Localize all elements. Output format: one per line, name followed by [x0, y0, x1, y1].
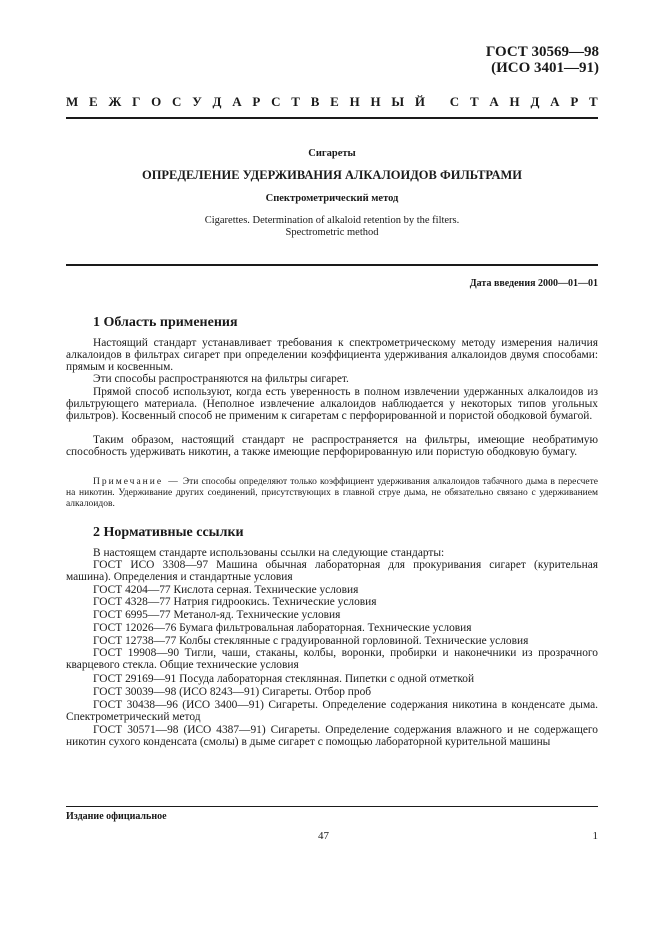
- ref-item: ГОСТ 12738—77 Колбы стеклянные с градуированной горловиной. Технические условия: [93, 635, 529, 647]
- ref-item: ГОСТ 30571—98 (ИСО 4387—91) Сигареты. Определение содержания влажного и не содержащего никотин сухого конденсата (смолы) в дыме сигарет с помощью лабораторной курительной машины: [66, 724, 598, 748]
- refs-intro: В настоящем стандарте использованы ссылки на следующие стандарты:: [93, 547, 445, 559]
- interstate-letter: Т: [469, 94, 479, 109]
- interstate-letter: Н: [509, 94, 520, 109]
- interstate-letter: У: [192, 94, 202, 109]
- standard-designation: [486, 44, 599, 76]
- ref-item: ГОСТ 30438—96 (ИСО 3400—91) Сигареты. Определение содержания никотина в конденсате дыма. Спектрометрический метод: [66, 699, 598, 723]
- interstate-letter: Д: [212, 94, 222, 109]
- standard-number: ГОСТ 30569—98: [485, 44, 599, 60]
- interstate-letter: Т: [589, 94, 598, 109]
- ref-item: ГОСТ 30039—98 (ИСО 8243—91) Сигареты. Отбор проб: [93, 686, 372, 698]
- interstate-letter: Е: [89, 94, 98, 109]
- english-title-line2: Spectrometric method: [285, 227, 379, 238]
- document-title: ОПРЕДЕЛЕНИЕ УДЕРЖИВАНИЯ АЛКАЛОИДОВ ФИЛЬТРАМИ: [141, 168, 523, 182]
- scope-paragraph-2: Эти способы распространяются на фильтры сигарет.: [93, 373, 349, 385]
- interstate-letter: Н: [349, 94, 360, 109]
- note-label: Примечание —: [93, 477, 180, 487]
- interstate-letter: Н: [370, 94, 381, 109]
- interstate-letter: А: [489, 94, 499, 109]
- product-name: Сигареты: [308, 148, 356, 159]
- footer-divider: [66, 806, 598, 807]
- interstate-letter: А: [550, 94, 560, 109]
- header-divider: [66, 117, 598, 119]
- interstate-letter: С: [449, 94, 460, 109]
- scope-paragraph-1: Настоящий стандарт устанавливает требования к спектрометрическому методу измерения наличия алкалоидов в фильтрах сигарет при определении коэффициента удерживания алкалоидов двумя способами: прямым и косвенным.: [66, 337, 598, 373]
- interstate-letter: Р: [252, 94, 261, 109]
- interstate-letter: С: [271, 94, 281, 109]
- ref-item: ГОСТ 19908—90 Тигли, чаши, стаканы, колбы, воронки, пробирки и наконечники из прозрачного кварцевого стекла. Общие технические условия: [66, 647, 598, 671]
- interstate-letter: В: [310, 94, 320, 109]
- section-1-heading: 1 Область применения: [93, 315, 238, 330]
- interstate-letter: Д: [530, 94, 540, 109]
- interstate-letter: Т: [291, 94, 300, 109]
- interstate-letter: А: [232, 94, 242, 109]
- interstate-letter: Г: [132, 94, 141, 109]
- interstate-standard-label: [66, 94, 598, 110]
- ref-item: ГОСТ 4204—77 Кислота серная. Технические условия: [93, 584, 359, 596]
- interstate-letter: Е: [330, 94, 339, 109]
- interstate-letter: М: [66, 94, 79, 109]
- english-title: [66, 215, 598, 239]
- interstate-letter: [436, 94, 439, 110]
- official-edition: Издание официальное: [66, 811, 167, 822]
- method-subtitle: Спектрометрический метод: [265, 193, 399, 204]
- ref-item: ГОСТ 4328—77 Натрия гидроокись. Технические условия: [93, 596, 377, 608]
- section-2-heading: 2 Нормативные ссылки: [93, 525, 244, 540]
- sheet-number: 1: [592, 830, 598, 842]
- ref-item: ГОСТ 29169—91 Посуда лабораторная стеклянная. Пипетки с одной отметкой: [93, 673, 475, 685]
- scope-note: [66, 477, 598, 510]
- scope-paragraph-4: Таким образом, настоящий стандарт не распространяется на фильтры, имеющие необратимую способность удерживать никотин, а также имеющие перфорированную или пористую ободковую бумагу.: [66, 434, 598, 458]
- page-number: 47: [318, 830, 329, 842]
- scope-paragraph-3: Прямой способ используют, когда есть уверенность в полном извлечении удержанных алкалоидов из фильтрующего материала. (Неполное извлечение алкалоидов наблюдается у некоторых типов угольных фильтров). Косвенный способ не применим к сигаретам с перфорированной и пористой ободковой бумагой.: [66, 386, 598, 422]
- interstate-letter: Й: [414, 94, 426, 109]
- interstate-letter: С: [172, 94, 182, 109]
- english-title-line1: Cigarettes. Determination of alkaloid retention by the filters.: [204, 215, 460, 226]
- interstate-letter: Ж: [108, 94, 122, 109]
- title-divider: [66, 264, 598, 266]
- ref-item: ГОСТ 12026—76 Бумага фильтровальная лабораторная. Технические условия: [93, 622, 472, 634]
- note-text: Эти способы определяют только коэффициент удерживания алкалоидов табачного дыма в пересчете на никотин. Удерживание других соединений, присутствующих в главной струе дыма, не обязательно связано с удерживанием алкалоидов.: [66, 477, 598, 509]
- iso-number: (ИСО 3401—91): [491, 60, 599, 76]
- interstate-letter: Ы: [391, 94, 405, 109]
- ref-item: ГОСТ ИСО 3308—97 Машина обычная лабораторная для прокуривания сигарет (курительная машина). Определения и стандартные условия: [66, 559, 598, 583]
- introduction-date: Дата введения 2000—01—01: [469, 278, 598, 289]
- interstate-letter: О: [151, 94, 162, 109]
- ref-item: ГОСТ 6995—77 Метанол-яд. Технические условия: [93, 609, 341, 621]
- interstate-letter: Р: [570, 94, 579, 109]
